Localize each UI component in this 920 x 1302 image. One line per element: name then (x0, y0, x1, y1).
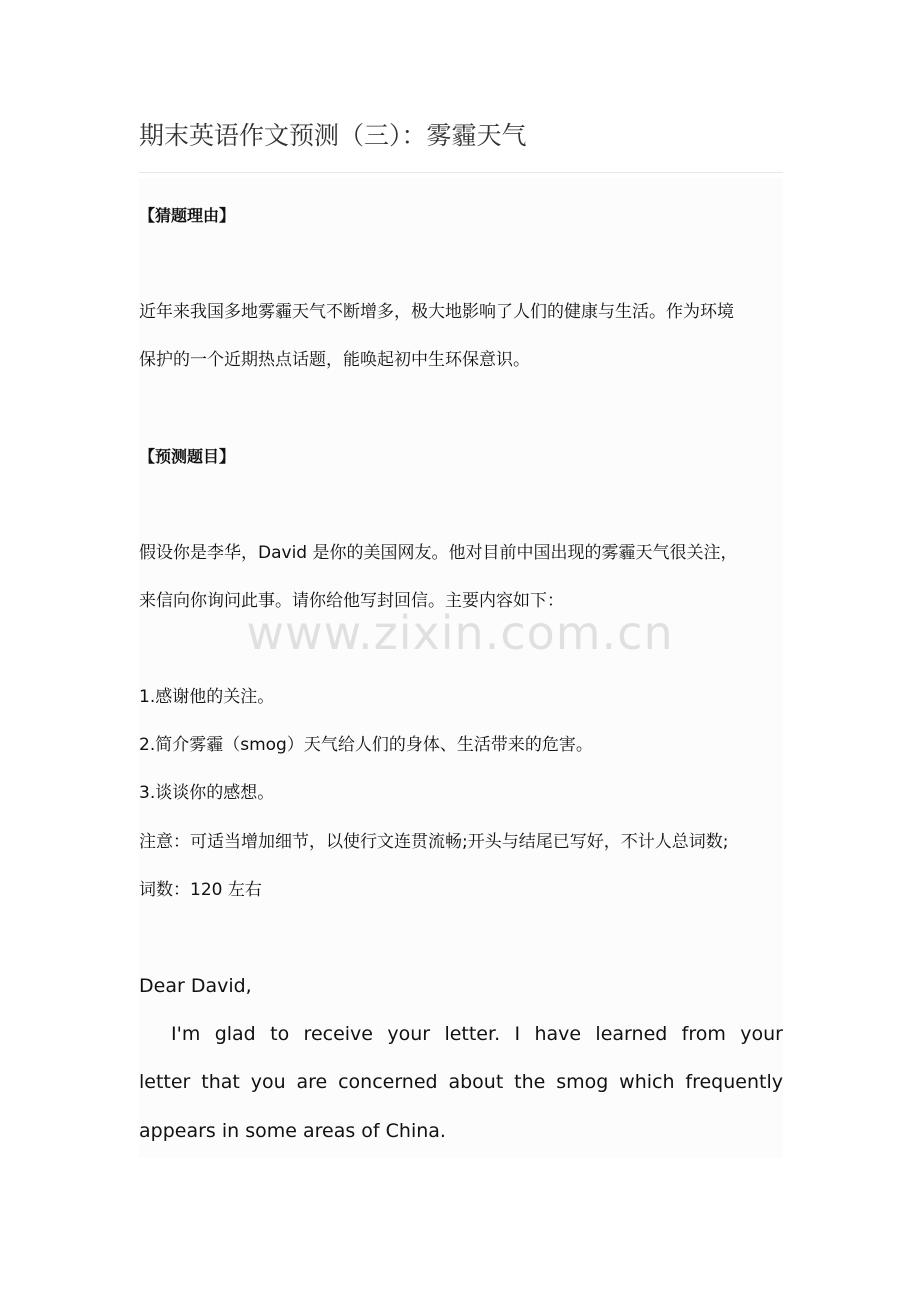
letter-line-1: I'm glad to receive your letter. I have learned from your (171, 1023, 783, 1045)
reason-line-1: 近年来我国多地雾霾天气不断增多，极大地影响了人们的健康与生活。作为环境 (139, 302, 734, 322)
reason-line-2: 保护的一个近期热点话题，能唤起初中生环保意识。 (139, 350, 530, 370)
list-item-2: 2.简介雾霾（smog）天气给人们的身体、生活带来的危害。 (139, 735, 593, 755)
list-item-1: 1.感谢他的关注。 (139, 687, 275, 707)
letter-greeting: Dear David, (139, 975, 252, 997)
letter-line-3: appears in some areas of China. (139, 1120, 446, 1142)
section-heading-reason: 【猜题理由】 (139, 206, 236, 225)
letter-line-2: letter that you are concerned about the smog which frequently (139, 1071, 783, 1093)
list-item-3: 3.谈谈你的感想。 (139, 783, 275, 803)
watermark: www.zixin.com.cn (246, 606, 674, 660)
content-area (139, 178, 783, 1158)
note-text: 注意：可适当增加细节，以使行文连贯流畅;开头与结尾已写好，不计人总词数; (139, 832, 729, 852)
prompt-line-2: 来信向你询问此事。请你给他写封回信。主要内容如下： (139, 591, 564, 611)
page-title: 期末英语作文预测（三）：雾霾天气 (139, 121, 527, 150)
section-heading-prompt: 【预测题目】 (139, 447, 236, 466)
title-divider (139, 172, 783, 173)
word-count: 词数：120 左右 (139, 880, 262, 900)
prompt-line-1: 假设你是李华，David 是你的美国网友。他对目前中国出现的雾霾天气很关注， (139, 543, 738, 563)
